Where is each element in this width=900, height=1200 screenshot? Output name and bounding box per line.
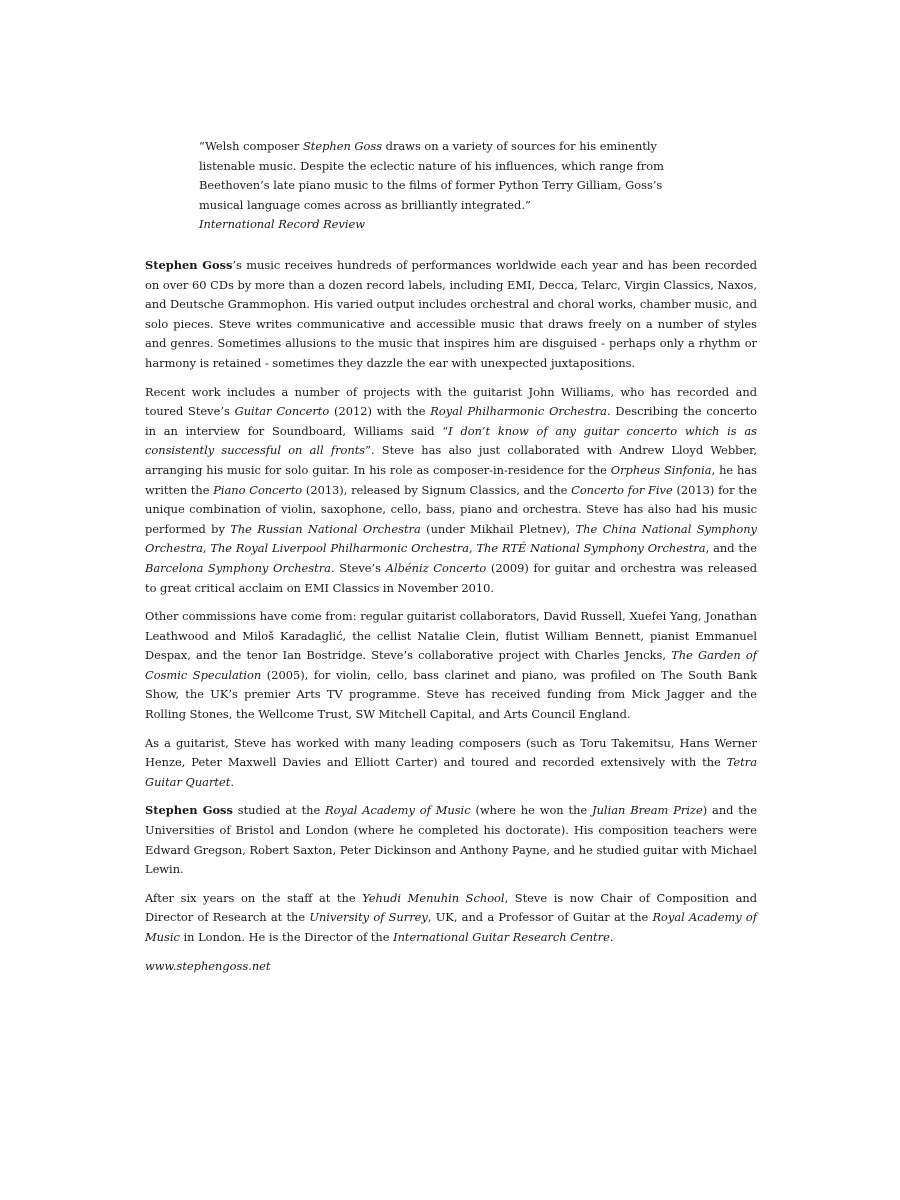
text-run: . Steve’s [330,560,386,575]
paragraph-current-role [145,889,757,948]
text-run: , [468,541,477,556]
text-run: (where he won the [470,803,593,818]
text-run: ’s music receives hundreds of performances worldwide each year and has been recorded on over 60 CDs by more than a dozen record labels, including EMI, Decca, Telarc, Virgin Classics, Naxos, and Deutsche Grammophon. His varied output includes orchestral and choral works, chamber music, and solo pieces. Steve writes communicative and accessible music that draws freely on a number of styles and genres. Sometimes allusions to the music that inspires him are disguised - perhaps only a rhythm or harmony is retained - sometimes they dazzle the ear with unexpected juxtapositions. [145,258,757,370]
website-url: www.stephengoss.net [145,958,271,973]
text-run: in London. He is the Director of the [179,930,394,944]
text-run: Other commissions have come from: regular guitarist collaborators, David Russell, Xuefei Yang, Jonathan Leathwood and Miloš Karadaglić, the cellist Natalie Clein, flutist William Bennett, pianist Emmanuel Despax, and the tenor Ian Bostridge. Steve’s collaborative project with Charles Jencks, [145,609,757,663]
italic-run: Tetra Guitar Quartet [145,755,757,789]
italic-run: Albéniz Concerto [385,560,487,575]
paragraph-recent-work [145,383,757,599]
italic-run: The Russian National Orchestra [230,521,421,536]
text-run: After six years on the staff at the [145,890,363,905]
text-run: Recent work includes a number of projects with the guitarist John Williams, who has recorded and toured Steve’s [145,384,757,419]
italic-run: Barcelona Symphony Orchestra [145,560,331,575]
italic-run: The China National Symphony Orchestra [145,521,757,556]
paragraph-guitarist [145,734,757,793]
italic-run: Yehudi Menuhin School [362,890,505,905]
text-run: (2009) for guitar and orchestra was released to great critical acclaim on EMI Classics in November 2010. [145,560,757,595]
text-run: , and the [705,541,757,556]
text-run: (2012) with the [329,404,431,419]
italic-run: Concerto for Five [571,482,673,497]
italic-run: The Garden of Cosmic Speculation [145,648,757,682]
text-run: ”. Steve has also just collaborated with Andrew Lloyd Webber, arranging his music for solo guitar. In his role as composer-in-residence for the [145,443,757,477]
italic-run: Orpheus Sinfonia [610,462,712,477]
italic-run: Piano Concerto [213,482,303,497]
text-run: , Steve is now Chair of Composition and Director of Research at the [145,890,757,925]
paragraph-commissions [145,607,757,725]
text-run: (2005), for violin, cello, bass clarinet and piano, was profiled on The South Bank Show, the UK’s premier Arts TV programme. Steve has received funding from Mick Jagger and the Rolling Stones, the Wellcome Trust, SW Mitchell Capital, and Arts Council England. [145,667,757,722]
text-run: studied at the [232,803,326,818]
text-run: (under Mikhail Pletnev), [420,521,576,536]
text-run: ) and the Universities of Bristol and London (where he completed his doctorate). His composition teachers were Edward Gregson, Robert Saxton, Peter Dickinson and Anthony Payne, and he studied guitar with Michael Lewin. [145,803,757,877]
italic-run: Royal Academy of Music [145,910,757,944]
italic-run: The Royal Liverpool Philharmonic Orchestra [210,541,469,556]
italic-run: I don’t know of any guitar concerto which is as consistently successful on all fronts [145,423,757,458]
text-run: . Describing the concerto in an interview for Soundboard, Williams said “ [145,404,757,438]
italic-run: Guitar Concerto [234,404,330,419]
quote-composer-name: Stephen Goss [302,139,383,153]
text-run: (2013) for the unique combination of violin, saxophone, cello, bass, piano and orchestra. Steve has also had his music performed by [145,482,757,536]
italic-run: University of Surrey [309,910,428,925]
text-run: (2013), released by Signum Classics, and the [302,482,572,497]
italic-run: Julian Bream Prize [592,803,703,818]
text-run: . [230,774,234,789]
pull-quote [199,137,699,235]
text-run: , he has written the [145,462,757,497]
paragraph-education [145,801,757,879]
bold-name: Stephen Goss [145,803,233,818]
text-run: . [609,930,614,944]
text-run: , UK, and a Professor of Guitar at the [427,910,653,925]
italic-run: Royal Academy of Music [325,803,471,818]
bold-name: Stephen Goss [145,258,233,272]
text-run: , [202,541,211,556]
paragraph-intro [145,256,757,374]
text-run: As a guitarist, Steve has worked with many leading composers (such as Toru Takemitsu, Hans Werner Henze, Peter Maxwell Davies and Elliott Carter) and toured and recorded extensively with the [145,735,757,770]
biography [145,256,757,985]
quote-text: “Welsh composer [199,139,303,153]
italic-run: The RTÉ National Symphony Orchestra [476,541,706,556]
italic-run: International Guitar Research Centre [393,930,610,944]
italic-run: Royal Philharmonic Orchestra [430,404,607,419]
quote-source: International Record Review [199,217,365,232]
quote-text: draws on a variety of sources for his eminently listenable music. Despite the eclectic nature of his influences, which range from Beethoven’s late piano music to the films of former Python Terry Gilliam, Goss’s musical language comes across as brilliantly integrated.” [199,139,664,212]
